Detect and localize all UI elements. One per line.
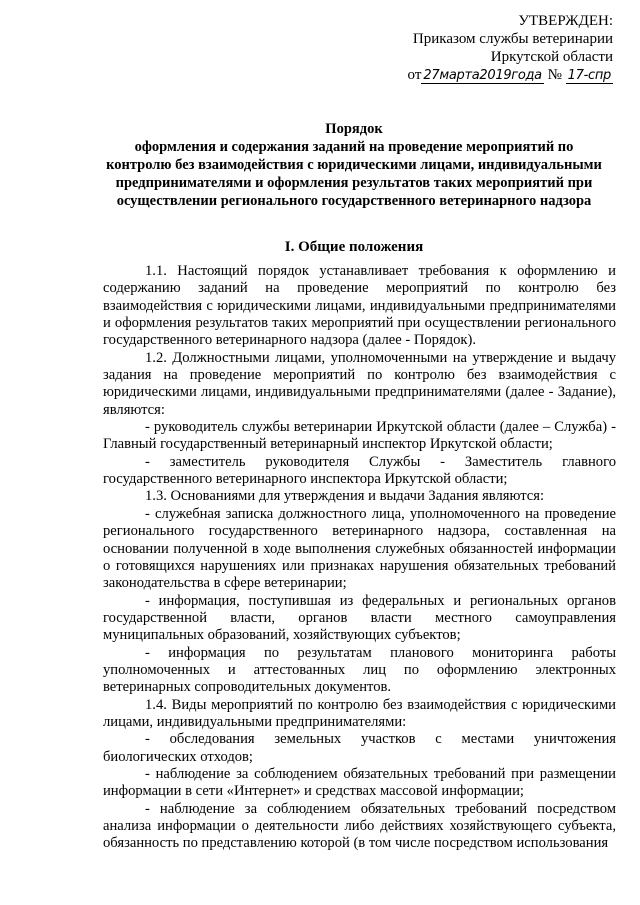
- title-line-3: контролю без взаимодействия с юридическими лицами, индивидуальными: [106, 157, 602, 173]
- approval-order-line: Приказом службы ветеринарии: [412, 31, 613, 47]
- title-line-4: предпринимателями и оформления результатов таких мероприятий при: [115, 175, 593, 191]
- approval-label: УТВЕРЖДЕН:: [518, 13, 613, 29]
- paragraph: 1.4. Виды мероприятий по контролю без взаимодействия с юридическими лицами, индивидуальными предпринимателями:: [103, 696, 616, 730]
- paragraph: 1.1. Настоящий порядок устанавливает требования к оформлению и содержанию заданий на проведение мероприятий по контролю без взаимодействия с юридическими лицами, индивидуальными предпринимателями и оформления результатов таких мероприятий при осуществлении регионального государственного ветеринарного надзора (далее - Порядок).: [103, 263, 616, 349]
- paragraph: - руководитель службы ветеринарии Иркутской области (далее – Служба) - Главный государственный ветеринарный инспектор Иркутской области;: [103, 419, 616, 453]
- paragraph: - информация по результатам планового мониторинга работы уполномоченных и аттестованных лиц по оформлению электронных ветеринарных сопроводительных документов.: [103, 644, 616, 696]
- title-line-2: оформления и содержания заданий на проведение мероприятий по: [134, 139, 574, 155]
- title-line-1: Порядок: [325, 121, 383, 137]
- paragraph: - заместитель руководителя Службы - Заместитель главного государственного ветеринарного инспектора Иркутской области;: [103, 453, 616, 488]
- title-line-5: осуществлении регионального государственного ветеринарного надзора: [116, 193, 592, 209]
- paragraph: - информация, поступившая из федеральных и региональных органов государственной власти, органов власти местного самоуправления муниципальных образований, хозяйствующих субъектов;: [103, 592, 616, 644]
- section-heading: I. Общие положения: [284, 239, 424, 255]
- approval-region-line: Иркутской области: [490, 49, 613, 65]
- approval-stamp: [408, 12, 613, 84]
- handwritten-number: 17-спр: [567, 68, 611, 83]
- paragraph: 1.2. Должностными лицами, уполномоченными на утверждение и выдачу задания на проведение мероприятий по контролю без взаимодействия с юридическими лицами, индивидуальными предпринимателями (далее - Задание), являются:: [103, 349, 616, 418]
- document-title: [88, 120, 620, 210]
- date-prefix: от: [407, 67, 422, 83]
- section-body: [103, 263, 616, 853]
- paragraph: 1.3. Основаниями для утверждения и выдачи Задания являются:: [145, 488, 545, 505]
- paragraph: - наблюдение за соблюдением обязательных требований посредством анализа информации о деятельности либо действиях хозяйствующего субъекта, обязанность по представлению которой (в том числе посредством использования: [103, 800, 616, 852]
- paragraph: - служебная записка должностного лица, уполномоченного на проведение регионального государственного ветеринарного надзора, составленная на основании полученной в ходе выполнения служебных обязанностей информации о готовящихся нарушениях или признаках нарушения обязательных требований законодательства в сфере ветеринарии;: [103, 505, 616, 592]
- handwritten-date: 27марта2019года: [423, 68, 542, 83]
- paragraph: - наблюдение за соблюдением обязательных требований при размещении информации в сети «Интернет» и средствах массовой информации;: [103, 765, 616, 800]
- number-prefix: №: [547, 67, 562, 83]
- approval-date-line: [408, 66, 613, 84]
- paragraph: - обследования земельных участков с местами уничтожения биологических отходов;: [103, 731, 616, 765]
